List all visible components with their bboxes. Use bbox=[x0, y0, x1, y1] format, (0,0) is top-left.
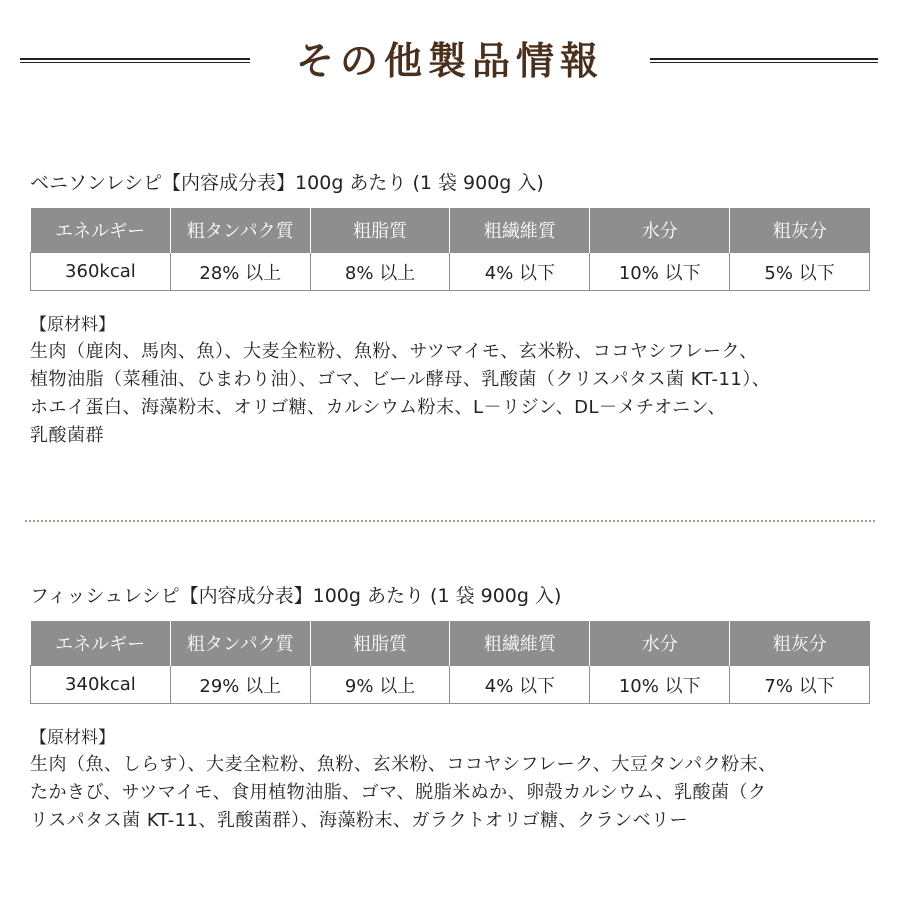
ingredients-line: ホエイ蛋白、海藻粉末、オリゴ糖、カルシウム粉末、L－リジン、DL－メチオニン、 bbox=[30, 397, 727, 418]
header-rule-right bbox=[650, 58, 878, 64]
header-rule-left bbox=[20, 58, 250, 64]
header-ash: 粗灰分 bbox=[730, 621, 870, 666]
ingredients-line: 生肉（魚、しらす）、大麦全粒粉、魚粉、玄米粉、ココヤシフレーク、大豆タンパク粉末、 bbox=[30, 754, 777, 775]
page-header bbox=[0, 36, 900, 86]
value-moisture: 10% 以下 bbox=[590, 253, 730, 291]
header-moisture: 水分 bbox=[590, 621, 730, 666]
page-title: その他製品情報 bbox=[295, 39, 604, 83]
value-energy: 360kcal bbox=[31, 253, 171, 291]
value-protein: 29% 以上 bbox=[170, 666, 310, 704]
header-fat: 粗脂質 bbox=[310, 208, 450, 253]
header-energy: エネルギー bbox=[31, 208, 171, 253]
ingredients-line: 乳酸菌群 bbox=[30, 425, 104, 446]
ingredients-line: たかきび、サツマイモ、食用植物油脂、ゴマ、脱脂米ぬか、卵殻カルシウム、乳酸菌（ク bbox=[30, 782, 767, 803]
value-ash: 7% 以下 bbox=[730, 666, 870, 704]
value-energy: 340kcal bbox=[31, 666, 171, 704]
ingredients-line: リスパタス菌 KT-11、乳酸菌群）、海藻粉末、ガラクトオリゴ糖、クランベリー bbox=[30, 810, 689, 831]
venison-recipe-title: ベニソンレシピ【内容成分表】100g あたり (1 袋 900g 入) bbox=[30, 172, 544, 194]
header-protein: 粗タンパク質 bbox=[170, 208, 310, 253]
header-protein: 粗タンパク質 bbox=[170, 621, 310, 666]
value-ash: 5% 以下 bbox=[730, 253, 870, 291]
value-moisture: 10% 以下 bbox=[590, 666, 730, 704]
nutrition-value-row bbox=[31, 253, 870, 291]
nutrition-value-row bbox=[31, 666, 870, 704]
venison-ingredients-label: 【原材料】 bbox=[30, 315, 115, 335]
venison-nutrition-table bbox=[30, 208, 870, 291]
fish-nutrition-table bbox=[30, 621, 870, 704]
value-fiber: 4% 以下 bbox=[450, 253, 590, 291]
header-energy: エネルギー bbox=[31, 621, 171, 666]
value-fiber: 4% 以下 bbox=[450, 666, 590, 704]
section-divider bbox=[25, 520, 875, 522]
nutrition-header-row bbox=[31, 208, 870, 253]
header-fiber: 粗繊維質 bbox=[450, 208, 590, 253]
fish-recipe-title: フィッシュレシピ【内容成分表】100g あたり (1 袋 900g 入) bbox=[30, 585, 562, 607]
value-fat: 8% 以上 bbox=[310, 253, 450, 291]
header-moisture: 水分 bbox=[590, 208, 730, 253]
ingredients-line: 植物油脂（菜種油、ひまわり油）、ゴマ、ビール酵母、乳酸菌（クリスパタス菌 KT-11）、 bbox=[30, 369, 771, 390]
fish-ingredients bbox=[30, 751, 880, 835]
nutrition-header-row bbox=[31, 621, 870, 666]
value-fat: 9% 以上 bbox=[310, 666, 450, 704]
header-ash: 粗灰分 bbox=[730, 208, 870, 253]
header-fat: 粗脂質 bbox=[310, 621, 450, 666]
value-protein: 28% 以上 bbox=[170, 253, 310, 291]
venison-ingredients bbox=[30, 338, 880, 450]
ingredients-line: 生肉（鹿肉、馬肉、魚）、大麦全粒粉、魚粉、サツマイモ、玄米粉、ココヤシフレーク、 bbox=[30, 341, 758, 362]
fish-ingredients-label: 【原材料】 bbox=[30, 728, 115, 748]
header-fiber: 粗繊維質 bbox=[450, 621, 590, 666]
